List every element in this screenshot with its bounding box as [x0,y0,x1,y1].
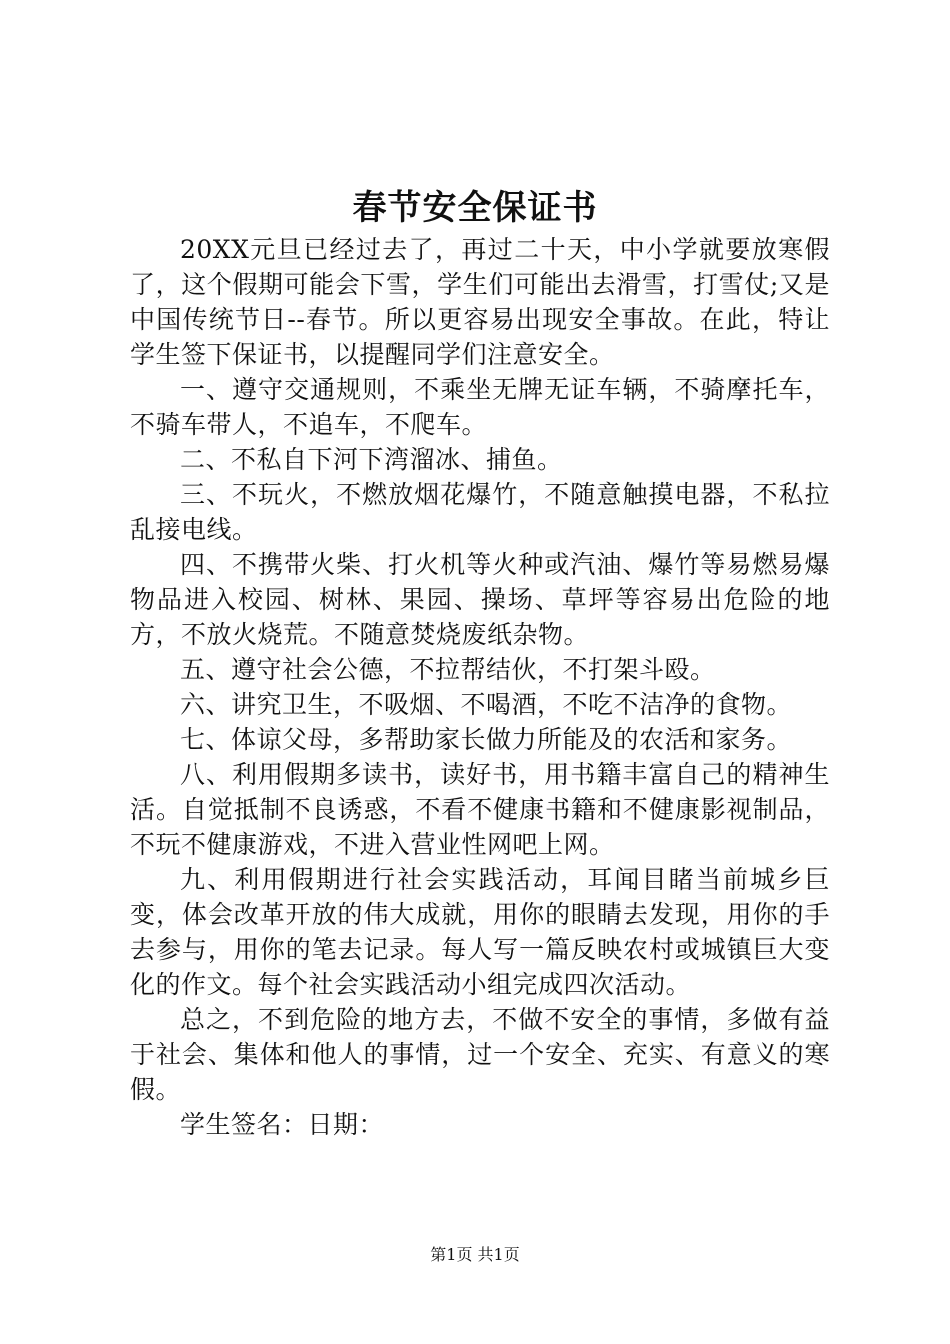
rule-8-paragraph: 八、利用假期多读书，读好书，用书籍丰富自己的精神生活。自觉抵制不良诱惑，不看不健康书籍和不健康影视制品，不玩不健康游戏，不进入营业性网吧上网。 [130,760,830,859]
rule-2-paragraph: 二、不私自下河下湾溜冰、捕鱼。 [180,445,563,474]
rule-3-paragraph: 三、不玩火，不燃放烟花爆竹，不随意触摸电器，不私拉乱接电线。 [130,480,830,544]
rule-5-paragraph: 五、遵守社会公德，不拉帮结伙，不打架斗殴。 [180,655,716,684]
rule-1-paragraph: 一、遵守交通规则，不乘坐无牌无证车辆，不骑摩托车，不骑车带人，不追车，不爬车。 [130,375,830,439]
intro-paragraph: 20XX元旦已经过去了，再过二十天，中小学就要放寒假了，这个假期可能会下雪，学生们可能出去滑雪，打雪仗;又是中国传统节日--春节。所以更容易出现安全事故。在此，特让学生签下保证书，以提醒同学们注意安全。 [130,235,830,369]
conclusion-paragraph: 总之，不到危险的地方去，不做不安全的事情，多做有益于社会、集体和他人的事情，过一个安全、充实、有意义的寒假。 [130,1005,830,1104]
rule-6-paragraph: 六、讲究卫生，不吸烟、不喝酒，不吃不洁净的食物。 [180,690,793,719]
page-footer: 第1页 共1页 [430,1245,520,1264]
document-body [130,232,830,1142]
signature-line: 学生签名：日期： [180,1110,385,1139]
rule-9-paragraph: 九、利用假期进行社会实践活动，耳闻目睹当前城乡巨变，体会改革开放的伟大成就，用你的眼睛去发现，用你的手去参与，用你的笔去记录。每人写一篇反映农村或城镇巨大变化的作文。每个社会实践活动小组完成四次活动。 [130,865,830,999]
document-title: 春节安全保证书 [352,188,598,228]
rule-4-paragraph: 四、不携带火柴、打火机等火种或汽油、爆竹等易燃易爆物品进入校园、树林、果园、操场、草坪等容易出危险的地方，不放火烧荒。不随意焚烧废纸杂物。 [130,550,830,649]
rule-7-paragraph: 七、体谅父母，多帮助家长做力所能及的农活和家务。 [180,725,793,754]
